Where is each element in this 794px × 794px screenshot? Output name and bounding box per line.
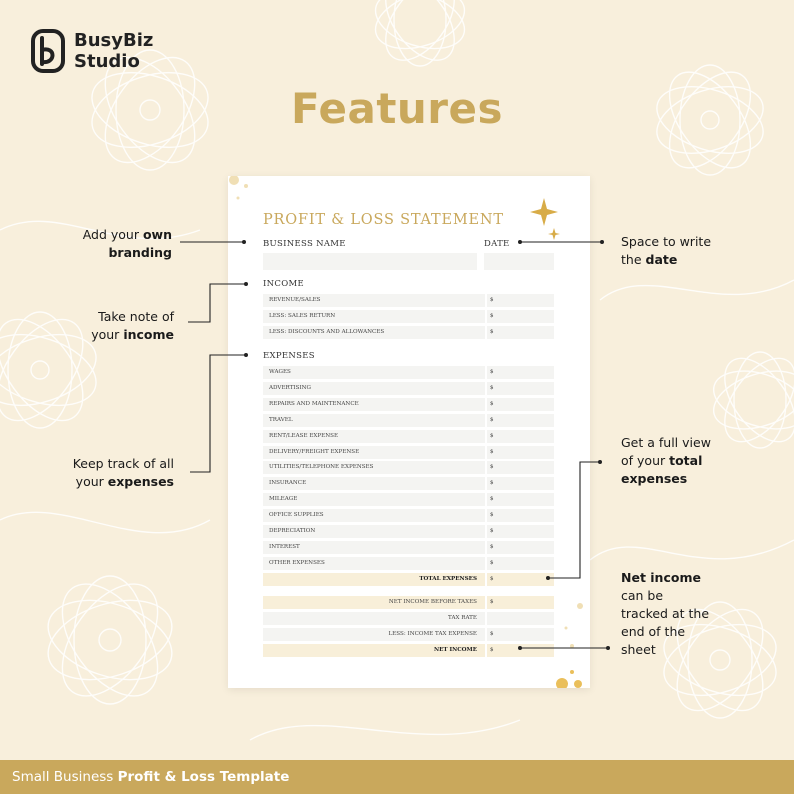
row-amount[interactable]: $	[487, 430, 554, 443]
income-heading: INCOME	[263, 279, 304, 289]
business-name-label: BUSINESS NAME	[263, 239, 346, 249]
row-label: OFFICE SUPPLIES	[263, 509, 485, 522]
expense-row	[263, 398, 554, 411]
expense-row	[263, 525, 554, 538]
summary-row	[263, 628, 554, 641]
row-amount[interactable]: $	[487, 509, 554, 522]
expense-row	[263, 461, 554, 474]
total-expenses-row	[263, 573, 554, 586]
expense-row	[263, 414, 554, 427]
expense-row	[263, 477, 554, 490]
expense-row	[263, 509, 554, 522]
logo-b-icon	[30, 28, 66, 74]
row-amount[interactable]: $	[487, 596, 554, 609]
row-amount[interactable]: $	[487, 541, 554, 554]
net-income-row	[263, 644, 554, 657]
total-expenses-label: TOTAL EXPENSES	[263, 573, 485, 586]
row-amount[interactable]: $	[487, 493, 554, 506]
row-amount[interactable]: $	[487, 525, 554, 538]
date-label: DATE	[484, 239, 510, 249]
row-label: INTEREST	[263, 541, 485, 554]
income-row	[263, 310, 554, 323]
row-amount[interactable]: $	[487, 644, 554, 657]
row-label: DELIVERY/FREIGHT EXPENSE	[263, 446, 485, 459]
row-amount[interactable]	[487, 612, 554, 625]
row-amount[interactable]: $	[487, 446, 554, 459]
expense-row	[263, 446, 554, 459]
row-amount[interactable]: $	[487, 326, 554, 339]
total-expenses-amount[interactable]: $	[487, 573, 554, 586]
summary-row	[263, 612, 554, 625]
row-label: UTILITIES/TELEPHONE EXPENSES	[263, 461, 485, 474]
expenses-heading: EXPENSES	[263, 351, 315, 361]
footer-banner	[0, 760, 794, 794]
row-label: MILEAGE	[263, 493, 485, 506]
expense-row	[263, 430, 554, 443]
row-label: NET INCOME	[263, 644, 485, 657]
brand-name-line1: BusyBiz	[74, 30, 154, 51]
callout-date: Space to write the date	[621, 234, 712, 267]
row-label: LESS: DISCOUNTS AND ALLOWANCES	[263, 326, 485, 339]
row-label: NET INCOME BEFORE TAXES	[263, 596, 485, 609]
row-label: TAX RATE	[263, 612, 485, 625]
row-label: INSURANCE	[263, 477, 485, 490]
row-label: TRAVEL	[263, 414, 485, 427]
row-amount[interactable]: $	[487, 366, 554, 379]
row-amount[interactable]: $	[487, 414, 554, 427]
row-amount[interactable]: $	[487, 461, 554, 474]
callout-net-income: Net income can be tracked at the end of the sheet	[621, 570, 710, 657]
expense-row	[263, 382, 554, 395]
footer-bold-text: Profit & Loss Template	[117, 769, 290, 785]
row-label: DEPRECIATION	[263, 525, 485, 538]
sheet-title: PROFIT & LOSS STATEMENT	[263, 212, 504, 228]
sparkle-icon	[530, 198, 560, 240]
expense-row	[263, 541, 554, 554]
row-label: REVENUE/SALES	[263, 294, 485, 307]
expense-row	[263, 493, 554, 506]
headline: Features	[291, 84, 503, 133]
brand-logo	[30, 28, 153, 74]
expense-row	[263, 557, 554, 570]
footer-text: Small Business	[12, 769, 118, 785]
income-row	[263, 326, 554, 339]
row-amount[interactable]: $	[487, 477, 554, 490]
expense-row	[263, 366, 554, 379]
row-amount[interactable]: $	[487, 628, 554, 641]
row-label: OTHER EXPENSES	[263, 557, 485, 570]
callout-expenses: Keep track of all your expenses	[72, 456, 174, 489]
row-amount[interactable]: $	[487, 398, 554, 411]
summary-row	[263, 596, 554, 609]
row-label: LESS: SALES RETURN	[263, 310, 485, 323]
business-name-field[interactable]	[263, 253, 477, 270]
income-row	[263, 294, 554, 307]
row-amount[interactable]: $	[487, 557, 554, 570]
row-label: WAGES	[263, 366, 485, 379]
callout-branding: Add your own branding	[82, 227, 172, 260]
statement-sheet	[228, 176, 590, 688]
row-label: LESS: INCOME TAX EXPENSE	[263, 628, 485, 641]
row-amount[interactable]: $	[487, 310, 554, 323]
row-amount[interactable]: $	[487, 382, 554, 395]
date-field[interactable]	[484, 253, 554, 270]
callout-income: Take note of your income	[91, 309, 174, 342]
row-label: RENT/LEASE EXPENSE	[263, 430, 485, 443]
callout-total-expenses: Get a full view of your total expenses	[621, 435, 711, 486]
row-label: REPAIRS AND MAINTENANCE	[263, 398, 485, 411]
row-label: ADVERTISING	[263, 382, 485, 395]
row-amount[interactable]: $	[487, 294, 554, 307]
brand-name-line2: Studio	[74, 51, 140, 72]
